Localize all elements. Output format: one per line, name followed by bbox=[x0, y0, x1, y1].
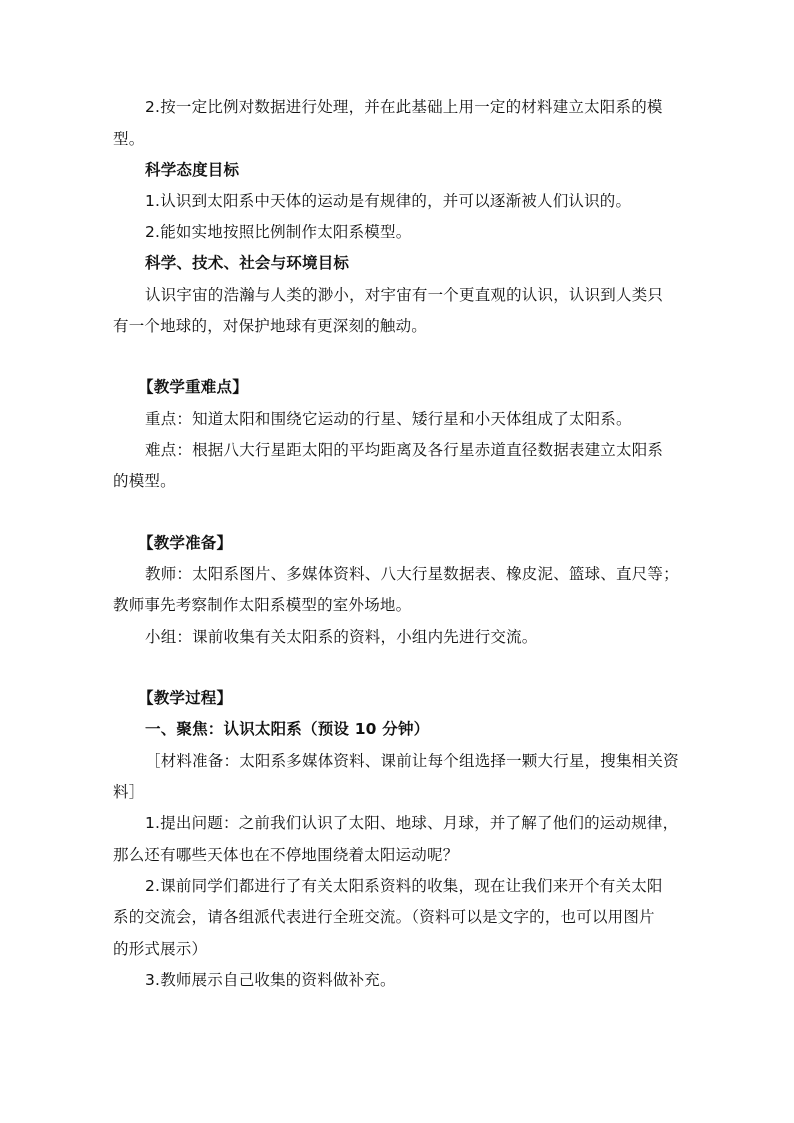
paragraph-line: 那么还有哪些天体也在不停地围绕着太阳运动呢？ bbox=[113, 846, 459, 864]
paragraph-line: 认识宇宙的浩瀚与人类的渺小，对宇宙有一个更直观的认识，认识到人类只 bbox=[145, 286, 664, 304]
paragraph-line: 1.提出问题：之前我们认识了太阳、地球、月球，并了解了他们的运动规律， bbox=[145, 814, 679, 832]
section-heading: 【教学过程】 bbox=[138, 689, 233, 707]
paragraph-line: 有一个地球的，对保护地球有更深刻的触动。 bbox=[113, 317, 428, 335]
paragraph-line: 2.课前同学们都进行了有关太阳系资料的收集，现在让我们来开个有关太阳 bbox=[145, 877, 663, 895]
section-heading: 【教学准备】 bbox=[138, 534, 233, 552]
section-subheading: 科学态度目标 bbox=[145, 161, 240, 179]
section-subheading: 科学、技术、社会与环境目标 bbox=[145, 254, 350, 272]
paragraph-line: 的模型。 bbox=[113, 472, 176, 490]
paragraph-line: 料］ bbox=[113, 783, 145, 801]
paragraph-line: 1.认识到太阳系中天体的运动是有规律的，并可以逐渐被人们认识的。 bbox=[145, 192, 632, 210]
paragraph-line: 2.能如实地按照比例制作太阳系模型。 bbox=[145, 223, 412, 241]
section-subheading: 一、聚焦：认识太阳系（预设 10 分钟） bbox=[145, 720, 430, 738]
paragraph-line: 2.按一定比例对数据进行处理，并在此基础上用一定的材料建立太阳系的模 bbox=[145, 98, 663, 116]
paragraph-line: 系的交流会，请各组派代表进行全班交流。（资料可以是文字的，也可以用图片 bbox=[113, 908, 655, 926]
paragraph-line: 教师事先考察制作太阳系模型的室外场地。 bbox=[113, 596, 412, 614]
paragraph-line: 的形式展示） bbox=[113, 940, 208, 958]
paragraph-line: 型。 bbox=[113, 130, 145, 148]
paragraph-line: 3.教师展示自己收集的资料做补充。 bbox=[145, 971, 396, 989]
section-heading: 【教学重难点】 bbox=[138, 378, 248, 396]
paragraph-line: ［材料准备：太阳系多媒体资料、课前让每个组选择一颗大行星，搜集相关资 bbox=[145, 752, 679, 770]
paragraph-line: 重点：知道太阳和围绕它运动的行星、矮行星和小天体组成了太阳系。 bbox=[145, 410, 632, 428]
paragraph-line: 教师：太阳系图片、多媒体资料、八大行星数据表、橡皮泥、篮球、直尺等； bbox=[145, 565, 679, 583]
paragraph-line: 小组：课前收集有关太阳系的资料，小组内先进行交流。 bbox=[145, 628, 538, 646]
paragraph-line: 难点：根据八大行星距太阳的平均距离及各行星赤道直径数据表建立太阳系 bbox=[145, 441, 664, 459]
